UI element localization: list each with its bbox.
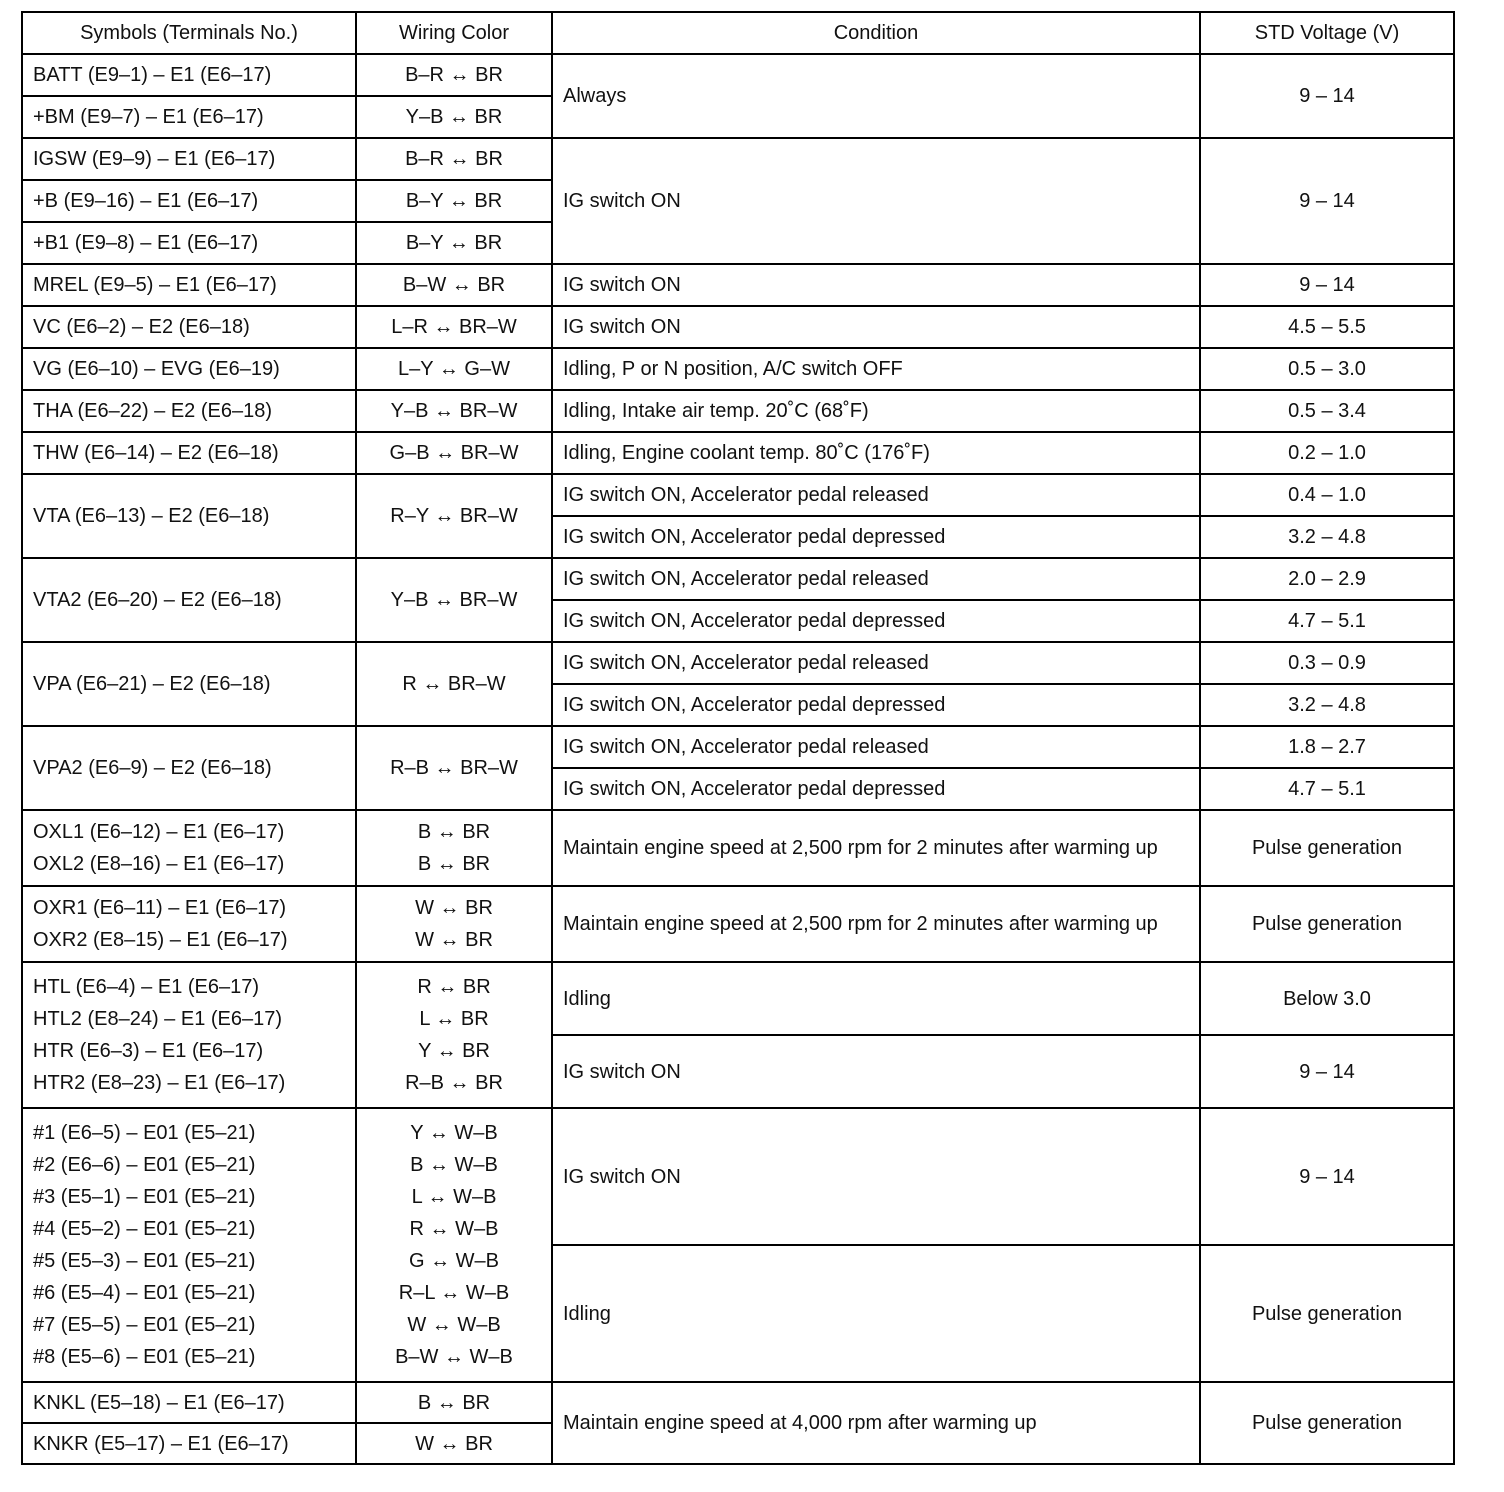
- std-voltage: 9 – 14: [1200, 1035, 1454, 1108]
- cell-line: #1 (E6–5) – E01 (E5–21): [33, 1122, 256, 1144]
- condition: Always: [552, 54, 1200, 138]
- std-voltage: 4.7 – 5.1: [1200, 768, 1454, 810]
- terminal-symbol: [22, 138, 356, 180]
- cell-line: W ↔ BR: [415, 897, 493, 919]
- wiring-color: [356, 1423, 552, 1464]
- wiring-color: [356, 558, 552, 642]
- table-row: [22, 886, 1454, 962]
- cell-line: Y–B ↔ BR–W: [390, 589, 518, 611]
- cell-line: B ↔ BR: [417, 821, 491, 843]
- std-voltage: 0.4 – 1.0: [1200, 474, 1454, 516]
- cell-line: HTR2 (E8–23) – E1 (E6–17): [33, 1072, 286, 1094]
- wiring-color: [356, 306, 552, 348]
- header-symbols: Symbols (Terminals No.): [22, 12, 356, 54]
- terminal-symbol: [22, 810, 356, 886]
- wiring-color: [356, 962, 552, 1108]
- table-row: [22, 558, 1454, 600]
- cell-line: HTL2 (E8–24) – E1 (E6–17): [33, 1008, 283, 1030]
- std-voltage: 9 – 14: [1200, 264, 1454, 306]
- table-row: [22, 474, 1454, 516]
- cell-line: #8 (E5–6) – E01 (E5–21): [33, 1346, 256, 1368]
- cell-line: B–Y ↔ BR: [405, 232, 503, 254]
- condition: IG switch ON, Accelerator pedal depressed: [552, 516, 1200, 558]
- terminal-symbol: [22, 96, 356, 138]
- condition: IG switch ON, Accelerator pedal depressed: [552, 684, 1200, 726]
- condition: Maintain engine speed at 2,500 rpm for 2 minutes after warming up: [552, 810, 1200, 886]
- cell-line: HTL (E6–4) – E1 (E6–17): [33, 976, 260, 998]
- cell-line: +BM (E9–7) – E1 (E6–17): [33, 106, 264, 128]
- std-voltage: 2.0 – 2.9: [1200, 558, 1454, 600]
- cell-line: B–R ↔ BR: [405, 64, 503, 86]
- wiring-color: [356, 96, 552, 138]
- table-row: [22, 432, 1454, 474]
- header-wiring-color: Wiring Color: [356, 12, 552, 54]
- std-voltage: 3.2 – 4.8: [1200, 684, 1454, 726]
- table-row: [22, 810, 1454, 886]
- std-voltage: 9 – 14: [1200, 1108, 1454, 1245]
- condition: Idling: [552, 1245, 1200, 1382]
- condition: IG switch ON: [552, 1035, 1200, 1108]
- cell-line: VPA2 (E6–9) – E2 (E6–18): [33, 757, 272, 779]
- terminal-symbol: [22, 1108, 356, 1382]
- cell-line: HTR (E6–3) – E1 (E6–17): [33, 1040, 264, 1062]
- wiring-color: [356, 1108, 552, 1382]
- cell-line: Y ↔ W–B: [410, 1122, 498, 1144]
- std-voltage: 9 – 14: [1200, 138, 1454, 264]
- cell-line: Y–B ↔ BR–W: [390, 400, 518, 422]
- table-row: [22, 1382, 1454, 1423]
- condition: Idling, Engine coolant temp. 80˚C (176˚F): [552, 432, 1200, 474]
- terminal-symbol: [22, 558, 356, 642]
- cell-line: VTA (E6–13) – E2 (E6–18): [33, 505, 270, 527]
- cell-line: R–B ↔ BR–W: [390, 757, 518, 779]
- std-voltage: 1.8 – 2.7: [1200, 726, 1454, 768]
- condition: IG switch ON, Accelerator pedal depressed: [552, 600, 1200, 642]
- cell-line: VPA (E6–21) – E2 (E6–18): [33, 673, 271, 695]
- wiring-color: [356, 138, 552, 180]
- std-voltage: 0.3 – 0.9: [1200, 642, 1454, 684]
- cell-line: L–R ↔ BR–W: [391, 316, 517, 338]
- cell-line: OXL1 (E6–12) – E1 (E6–17): [33, 821, 285, 843]
- table-row: [22, 642, 1454, 684]
- cell-line: B ↔ BR: [417, 1391, 491, 1414]
- std-voltage: 4.7 – 5.1: [1200, 600, 1454, 642]
- cell-line: KNKR (E5–17) – E1 (E6–17): [33, 1432, 289, 1455]
- cell-line: #5 (E5–3) – E01 (E5–21): [33, 1250, 256, 1272]
- std-voltage: 0.5 – 3.4: [1200, 390, 1454, 432]
- std-voltage: 0.5 – 3.0: [1200, 348, 1454, 390]
- terminal-symbol: [22, 432, 356, 474]
- condition: Maintain engine speed at 2,500 rpm for 2 minutes after warming up: [552, 886, 1200, 962]
- terminal-symbol: [22, 390, 356, 432]
- header-row: [22, 12, 1454, 54]
- cell-line: VG (E6–10) – EVG (E6–19): [33, 358, 280, 380]
- wiring-color: [356, 180, 552, 222]
- std-voltage: 9 – 14: [1200, 54, 1454, 138]
- table-row: [22, 348, 1454, 390]
- table-row: [22, 264, 1454, 306]
- condition: IG switch ON: [552, 1108, 1200, 1245]
- std-voltage: Pulse generation: [1200, 810, 1454, 886]
- table-row: [22, 306, 1454, 348]
- cell-line: BATT (E9–1) – E1 (E6–17): [33, 64, 272, 86]
- table-row: [22, 726, 1454, 768]
- terminal-symbol: [22, 348, 356, 390]
- cell-line: THW (E6–14) – E2 (E6–18): [33, 442, 279, 464]
- cell-line: THA (E6–22) – E2 (E6–18): [33, 400, 273, 422]
- cell-line: +B (E9–16) – E1 (E6–17): [33, 190, 259, 212]
- wiring-color: [356, 390, 552, 432]
- wiring-color: [356, 222, 552, 264]
- wiring-color: [356, 726, 552, 810]
- wiring-color: [356, 432, 552, 474]
- condition: IG switch ON, Accelerator pedal released: [552, 642, 1200, 684]
- cell-line: B–W ↔ BR: [402, 274, 506, 296]
- cell-line: G–B ↔ BR–W: [389, 442, 519, 464]
- terminal-symbol: [22, 54, 356, 96]
- cell-line: L ↔ BR: [419, 1008, 489, 1030]
- condition: Maintain engine speed at 4,000 rpm after warming up: [552, 1382, 1200, 1464]
- cell-line: L–Y ↔ G–W: [398, 358, 510, 380]
- cell-line: R ↔ W–B: [409, 1218, 499, 1240]
- cell-line: W ↔ BR: [415, 1432, 493, 1455]
- terminal-symbol: [22, 180, 356, 222]
- cell-line: OXR1 (E6–11) – E1 (E6–17): [33, 897, 287, 919]
- condition: IG switch ON, Accelerator pedal released: [552, 726, 1200, 768]
- condition: IG switch ON: [552, 306, 1200, 348]
- terminal-voltage-table: [21, 11, 1455, 1465]
- std-voltage: 0.2 – 1.0: [1200, 432, 1454, 474]
- terminal-symbol: [22, 306, 356, 348]
- wiring-color: [356, 1382, 552, 1423]
- cell-line: Y–B ↔ BR: [405, 106, 503, 128]
- cell-line: #6 (E5–4) – E01 (E5–21): [33, 1282, 256, 1304]
- std-voltage: Pulse generation: [1200, 1382, 1454, 1464]
- cell-line: B ↔ BR: [417, 853, 491, 875]
- cell-line: IGSW (E9–9) – E1 (E6–17): [33, 148, 276, 170]
- cell-line: MREL (E9–5) – E1 (E6–17): [33, 274, 277, 296]
- std-voltage: Below 3.0: [1200, 962, 1454, 1035]
- std-voltage: Pulse generation: [1200, 1245, 1454, 1382]
- terminal-symbol: [22, 1423, 356, 1464]
- terminal-symbol: [22, 726, 356, 810]
- cell-line: Y ↔ BR: [418, 1040, 490, 1062]
- cell-line: +B1 (E9–8) – E1 (E6–17): [33, 232, 259, 254]
- cell-line: L ↔ W–B: [411, 1186, 497, 1208]
- cell-line: B–R ↔ BR: [405, 148, 503, 170]
- terminal-symbol: [22, 264, 356, 306]
- terminal-symbol: [22, 962, 356, 1108]
- header-condition: Condition: [552, 12, 1200, 54]
- std-voltage: 4.5 – 5.5: [1200, 306, 1454, 348]
- cell-line: VTA2 (E6–20) – E2 (E6–18): [33, 589, 282, 611]
- wiring-color: [356, 54, 552, 96]
- table-row: [22, 962, 1454, 1035]
- wiring-color: [356, 348, 552, 390]
- condition: Idling: [552, 962, 1200, 1035]
- cell-line: VC (E6–2) – E2 (E6–18): [33, 316, 250, 338]
- condition: IG switch ON, Accelerator pedal depressed: [552, 768, 1200, 810]
- wiring-color: [356, 810, 552, 886]
- wiring-color: [356, 886, 552, 962]
- cell-line: G ↔ W–B: [408, 1250, 499, 1272]
- cell-line: B–Y ↔ BR: [405, 190, 503, 212]
- cell-line: B ↔ W–B: [410, 1154, 498, 1176]
- cell-line: R–L ↔ W–B: [398, 1282, 510, 1304]
- condition: IG switch ON, Accelerator pedal released: [552, 558, 1200, 600]
- cell-line: #2 (E6–6) – E01 (E5–21): [33, 1154, 256, 1176]
- condition: IG switch ON, Accelerator pedal released: [552, 474, 1200, 516]
- cell-line: OXL2 (E8–16) – E1 (E6–17): [33, 853, 285, 875]
- table-row: [22, 1108, 1454, 1245]
- cell-line: R ↔ BR: [417, 976, 491, 998]
- terminal-symbol: [22, 474, 356, 558]
- std-voltage: 3.2 – 4.8: [1200, 516, 1454, 558]
- cell-line: #3 (E5–1) – E01 (E5–21): [33, 1186, 256, 1208]
- table-row: [22, 390, 1454, 432]
- wiring-color: [356, 642, 552, 726]
- cell-line: #7 (E5–5) – E01 (E5–21): [33, 1314, 256, 1336]
- cell-line: B–W ↔ W–B: [395, 1346, 513, 1368]
- cell-line: R–B ↔ BR: [405, 1072, 503, 1094]
- table-row: [22, 138, 1454, 180]
- std-voltage: Pulse generation: [1200, 886, 1454, 962]
- cell-line: R–Y ↔ BR–W: [390, 505, 518, 527]
- terminal-symbol: [22, 642, 356, 726]
- wiring-color: [356, 264, 552, 306]
- wiring-color: [356, 474, 552, 558]
- header-std-voltage: STD Voltage (V): [1200, 12, 1454, 54]
- cell-line: OXR2 (E8–15) – E1 (E6–17): [33, 929, 288, 951]
- terminal-symbol: [22, 886, 356, 962]
- terminal-symbol: [22, 222, 356, 264]
- terminal-symbol: [22, 1382, 356, 1423]
- condition: Idling, Intake air temp. 20˚C (68˚F): [552, 390, 1200, 432]
- condition: IG switch ON: [552, 138, 1200, 264]
- cell-line: W ↔ BR: [415, 929, 493, 951]
- condition: Idling, P or N position, A/C switch OFF: [552, 348, 1200, 390]
- cell-line: KNKL (E5–18) – E1 (E6–17): [33, 1391, 285, 1414]
- condition: IG switch ON: [552, 264, 1200, 306]
- cell-line: #4 (E5–2) – E01 (E5–21): [33, 1218, 256, 1240]
- cell-line: W ↔ W–B: [407, 1314, 501, 1336]
- table-row: [22, 54, 1454, 96]
- cell-line: R ↔ BR–W: [402, 673, 506, 695]
